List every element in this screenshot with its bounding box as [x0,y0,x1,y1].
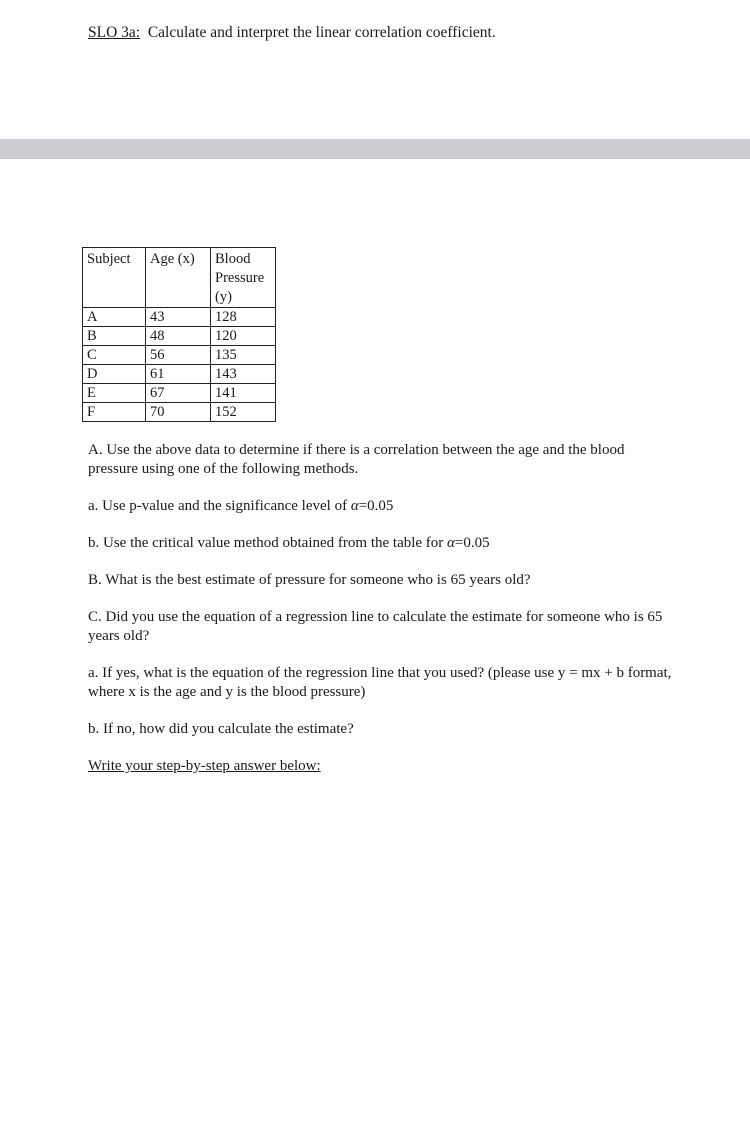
question-a-part-a-text: a. Use p-value and the significance level of [88,498,351,514]
slo-label: SLO 3a: [88,24,141,41]
header-subject: Subject [83,248,146,308]
question-a-part-a-value: =0.05 [358,498,394,514]
write-answer-prompt: Write your step-by-step answer below: [88,758,321,774]
cell-subject: D [83,365,146,384]
table-row [83,365,276,384]
cell-age: 70 [146,403,211,422]
question-c: C. Did you use the equation of a regression line to calculate the estimate for someone who is 65 years old? [88,609,663,644]
cell-blood-pressure: 128 [211,308,276,327]
header-blood-pressure: Blood Pressure (y) [211,248,276,308]
header-age: Age (x) [146,248,211,308]
alpha-symbol: α [447,535,455,551]
cell-blood-pressure: 141 [211,384,276,403]
table-header-row [83,248,276,308]
cell-subject: F [83,403,146,422]
data-table [82,247,276,422]
table-row [83,308,276,327]
question-b: B. What is the best estimate of pressure for someone who is 65 years old? [88,572,531,588]
table-row [83,346,276,365]
cell-blood-pressure: 152 [211,403,276,422]
question-a-part-b-value: =0.05 [454,535,490,551]
cell-blood-pressure: 143 [211,365,276,384]
cell-age: 43 [146,308,211,327]
cell-age: 67 [146,384,211,403]
question-a-part-b-text: b. Use the critical value method obtained from the table for [88,535,448,551]
cell-age: 56 [146,346,211,365]
question-a-part-b [88,534,678,553]
table-row [83,403,276,422]
cell-subject: C [83,346,146,365]
alpha-symbol: α [350,498,359,514]
table-row [83,384,276,403]
questions-block [88,441,678,794]
cell-age: 61 [146,365,211,384]
question-c-part-a: a. If yes, what is the equation of the regression line that you used? (please use y = mx + b format, where x is the age and y is the blood pressure) [88,665,672,700]
question-c-part-b: b. If no, how did you calculate the estimate? [88,721,354,737]
cell-age: 48 [146,327,211,346]
slo-title: Calculate and interpret the linear correlation coefficient. [147,24,496,41]
question-a-part-a [88,497,678,516]
cell-subject: A [83,308,146,327]
cell-blood-pressure: 135 [211,346,276,365]
cell-subject: E [83,384,146,403]
cell-subject: B [83,327,146,346]
page-heading [88,24,496,42]
table-row [83,327,276,346]
gray-divider-bar [0,139,750,159]
cell-blood-pressure: 120 [211,327,276,346]
question-a-intro: A. Use the above data to determine if there is a correlation between the age and the blood pressure using one of the following methods. [88,442,625,477]
